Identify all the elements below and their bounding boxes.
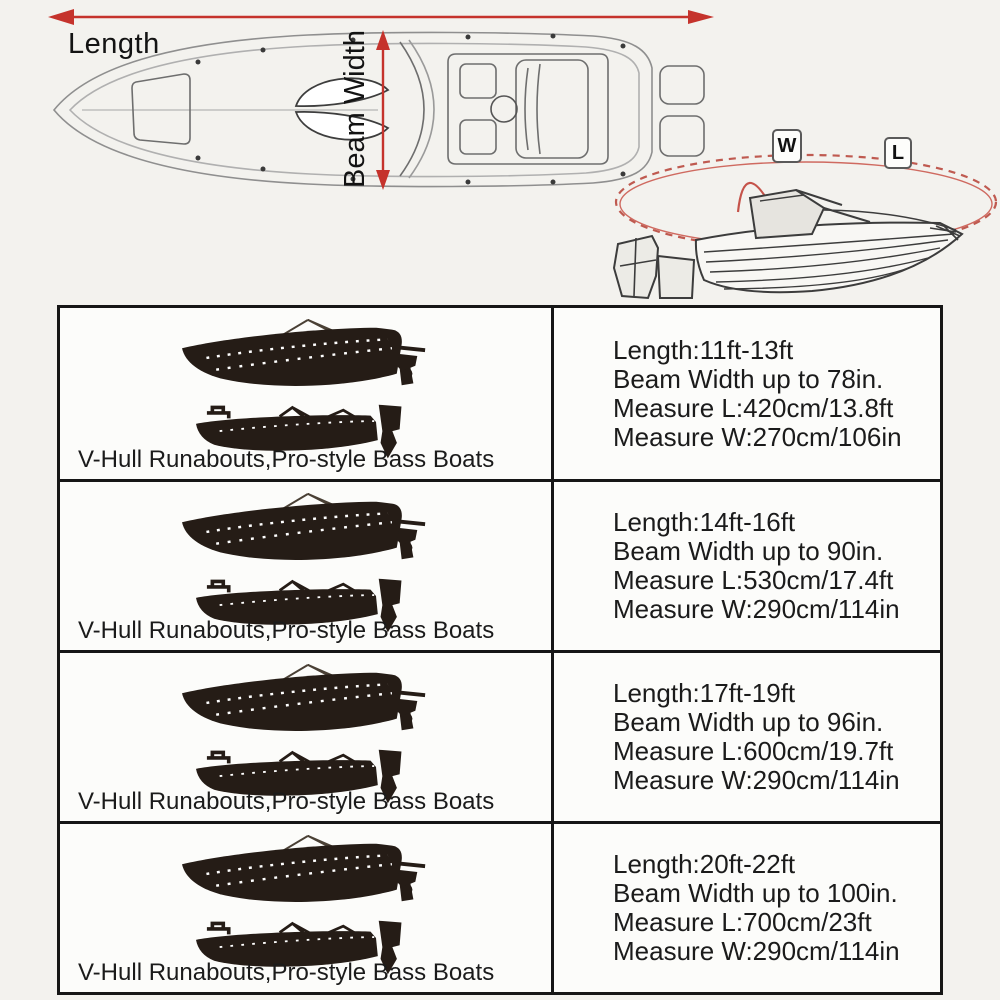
spec-beam-width: Beam Width up to 96in. <box>613 707 884 737</box>
size-row-1-specs-cell <box>551 308 940 479</box>
boat-types-caption: V-Hull Runabouts,Pro-style Bass Boats <box>78 446 495 473</box>
boat-silhouettes <box>60 482 551 636</box>
size-row-2-specs-cell <box>551 479 940 650</box>
spec-measure-width: Measure W:290cm/114in <box>613 765 900 795</box>
length-measure-arrow <box>46 6 716 28</box>
v-hull-runabout-icon <box>177 660 435 742</box>
boat-silhouettes <box>60 824 551 978</box>
spec-measure-length: Measure L:600cm/19.7ft <box>613 736 894 766</box>
spec-length-range: Length:20ft-22ft <box>613 849 796 879</box>
spec-length-range: Length:11ft-13ft <box>613 334 794 365</box>
size-row-3-specs-cell <box>551 650 940 821</box>
length-label: Length <box>68 28 160 60</box>
boat-silhouettes <box>60 308 551 462</box>
v-hull-runabout-icon <box>177 831 435 913</box>
spec-measure-length: Measure L:530cm/17.4ft <box>613 565 894 595</box>
size-table <box>57 305 943 995</box>
covered-boat-drawing <box>600 148 1000 302</box>
spec-length-range: Length:14ft-16ft <box>613 507 796 537</box>
spec-measure-length: Measure L:700cm/23ft <box>613 907 872 937</box>
spec-beam-width: Beam Width up to 90in. <box>613 536 884 566</box>
spec-length-range: Length:17ft-19ft <box>613 678 796 708</box>
spec-measure-width: Measure W:290cm/114in <box>613 936 900 966</box>
boat-types-caption: V-Hull Runabouts,Pro-style Bass Boats <box>78 788 495 815</box>
boat-silhouettes <box>60 653 551 807</box>
boat-types-caption: V-Hull Runabouts,Pro-style Bass Boats <box>78 959 495 986</box>
v-hull-runabout-icon <box>177 315 435 397</box>
length-marker-badge <box>884 137 912 169</box>
length-marker-letter: L <box>891 141 905 164</box>
spec-beam-width: Beam Width up to 78in. <box>613 363 884 394</box>
width-marker-badge <box>772 129 802 163</box>
beam-width-measure-arrow <box>372 28 394 192</box>
spec-measure-length: Measure L:420cm/13.8ft <box>613 392 894 423</box>
spec-beam-width: Beam Width up to 100in. <box>613 878 898 908</box>
beam-width-label: Beam Width <box>339 30 371 188</box>
width-marker-letter: W <box>777 134 797 157</box>
size-row-4-specs-cell <box>551 821 940 992</box>
size-row-1-boats-cell <box>60 308 551 479</box>
v-hull-runabout-icon <box>177 489 435 571</box>
size-row-2-boats-cell <box>60 479 551 650</box>
spec-measure-width: Measure W:270cm/106in <box>613 421 902 452</box>
spec-measure-width: Measure W:290cm/114in <box>613 594 900 624</box>
size-row-4-boats-cell <box>60 821 551 992</box>
size-row-3-boats-cell <box>60 650 551 821</box>
boat-types-caption: V-Hull Runabouts,Pro-style Bass Boats <box>78 617 495 644</box>
